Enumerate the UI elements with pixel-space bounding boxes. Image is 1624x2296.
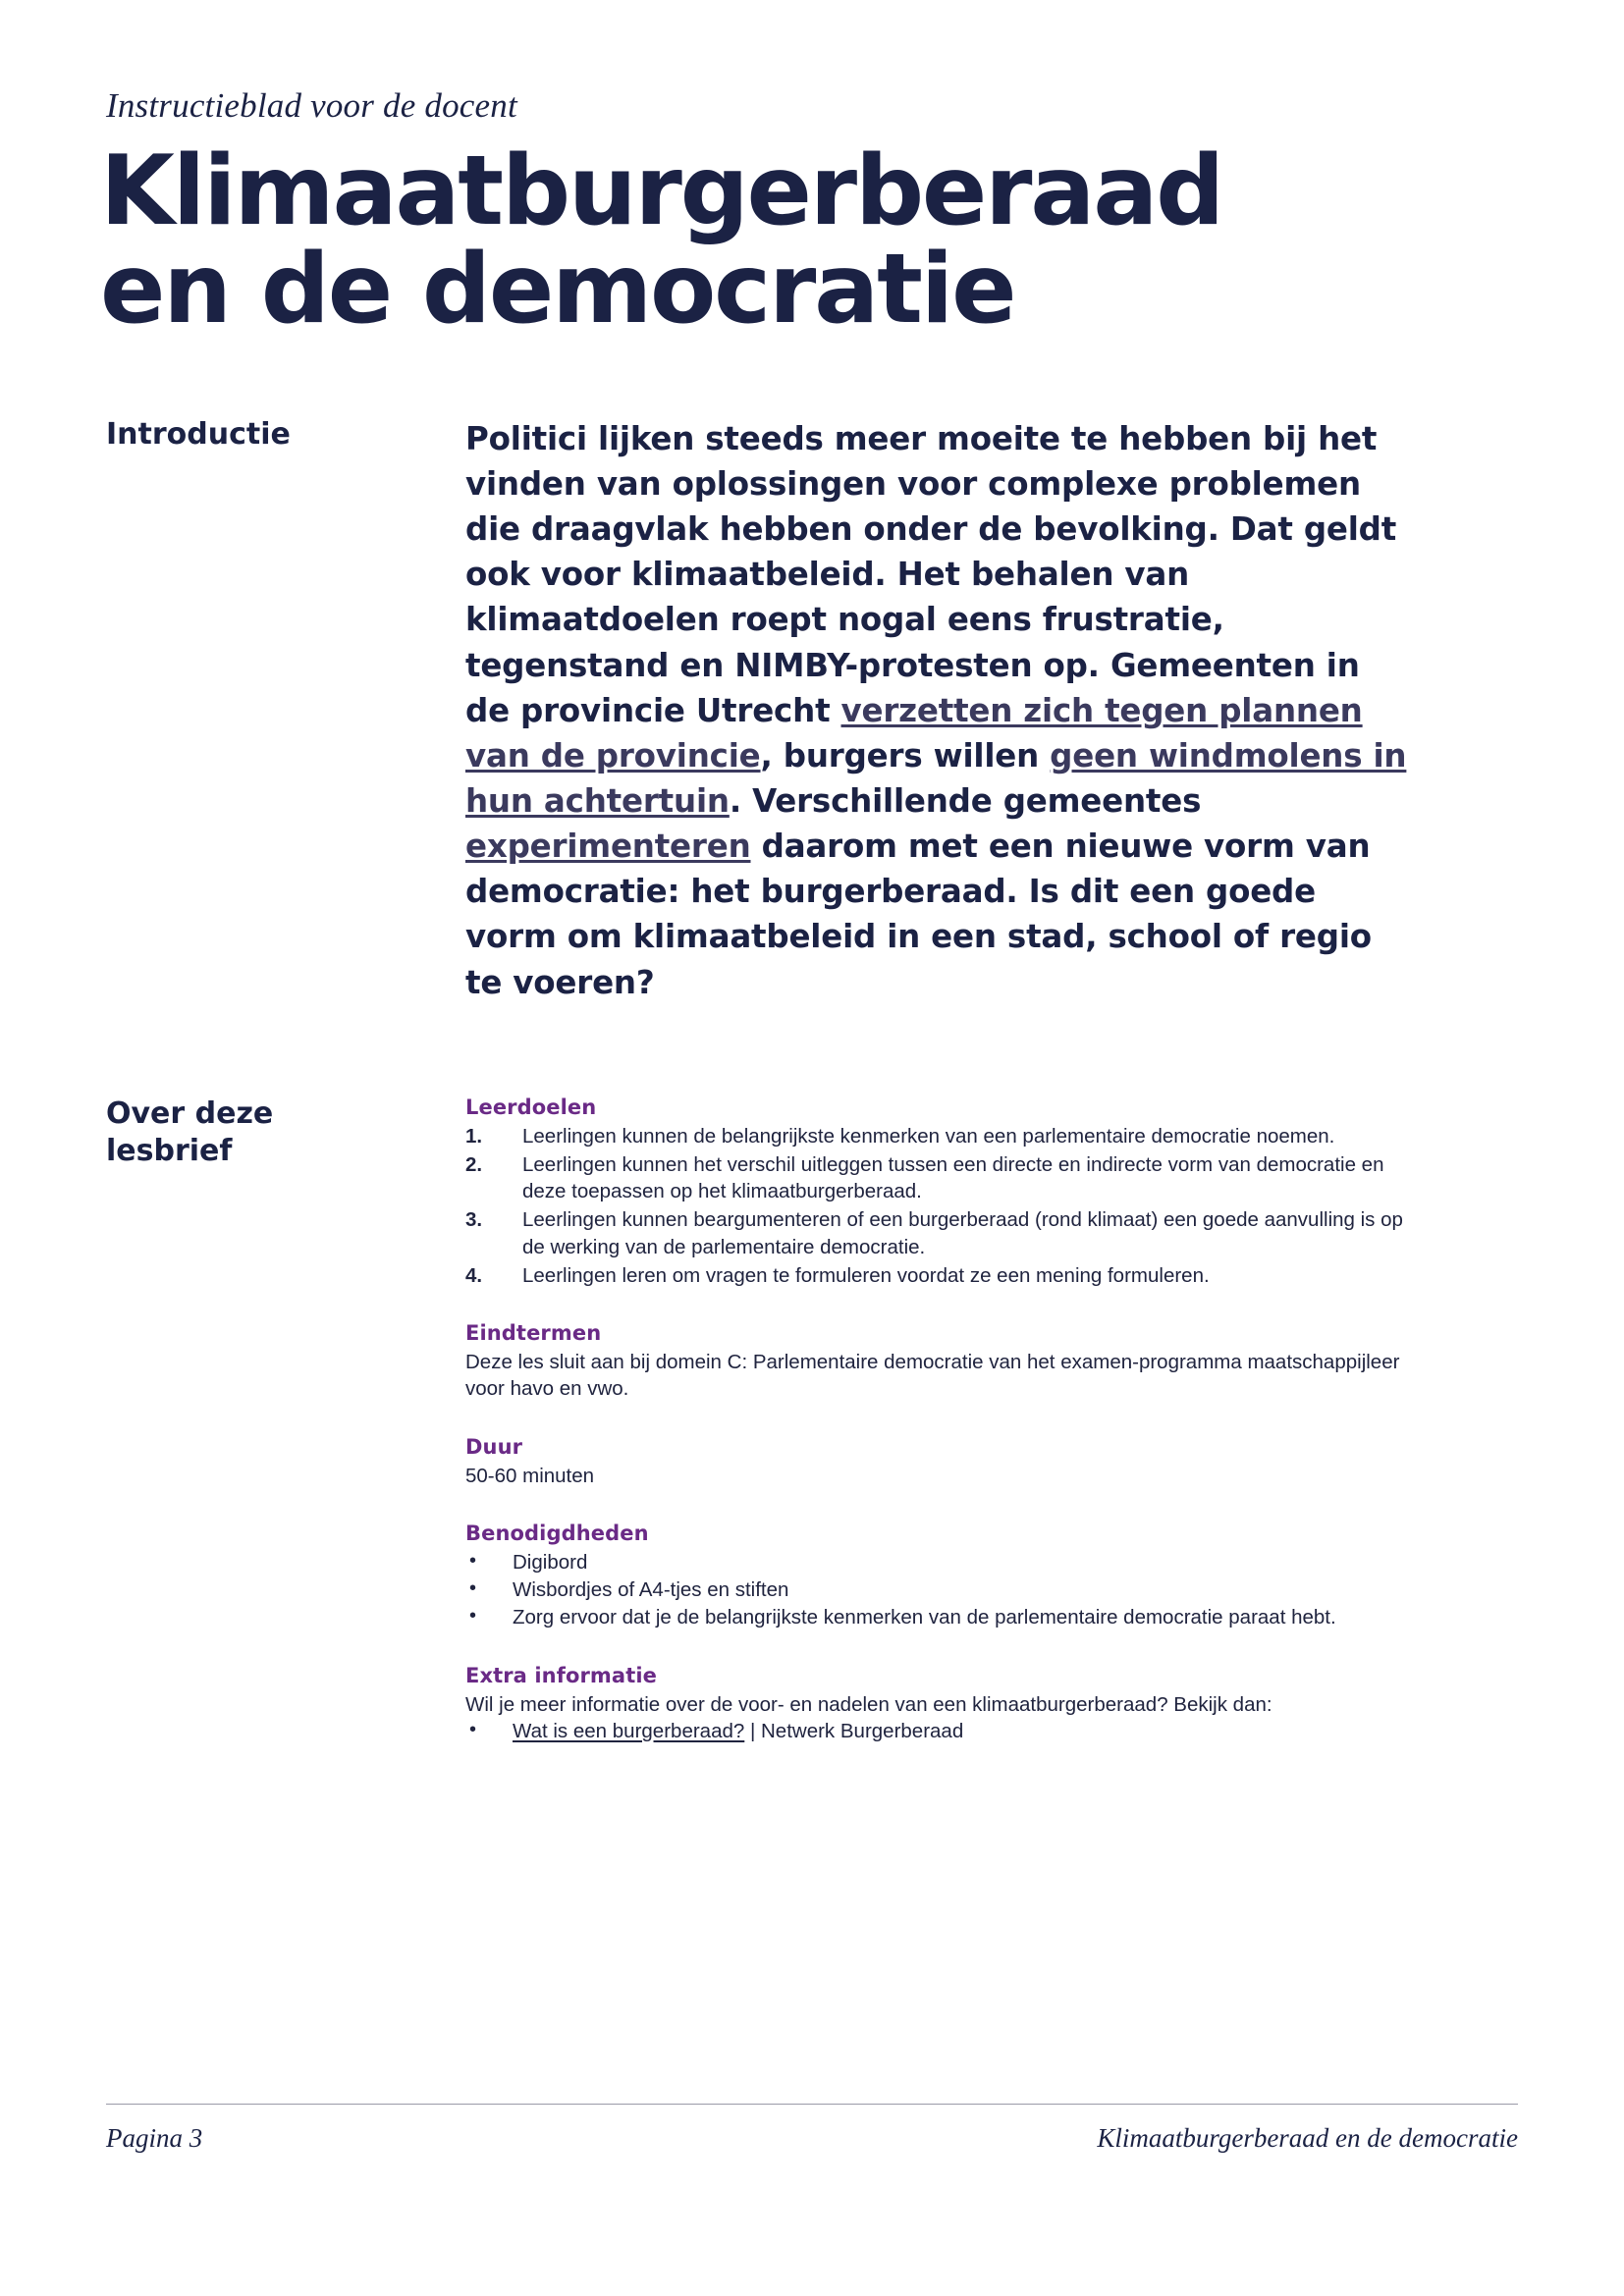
- intro-text-3: . Verschillende gemeentes: [729, 782, 1202, 821]
- section-label-introductie: Introductie: [106, 416, 291, 452]
- intro-text-1: Politici lijken steeds meer moeite te hebben bij het vinden van oplossingen voor complexe problemen die draagvlak hebben onder de bevolking. Dat geldt ook voor klimaatbeleid. Het behalen van klimaatdoelen roept nogal eens frustratie, tegenstand en NIMBY-protesten op. Gemeenten in de provincie Utrecht: [465, 419, 1397, 729]
- intro-paragraph: [465, 416, 1412, 1005]
- list-item: • Digibord: [465, 1549, 1412, 1575]
- link-suffix: | Netwerk Burgerberaad: [744, 1719, 964, 1742]
- list-item-text: Leerlingen kunnen het verschil uitleggen tussen een directe en indirecte vorm van democratie en deze toepassen op het klimaatburgerberaad.: [522, 1152, 1384, 1203]
- page-title: [100, 135, 1412, 346]
- heading-benodigdheden: Benodigdheden: [465, 1521, 649, 1545]
- page-content: [100, 86, 1412, 1745]
- link-wat-is-een-burgerberaad[interactable]: Wat is een burgerberaad?: [513, 1719, 745, 1742]
- text-extra-informatie: Wil je meer informatie over de voor- en nadelen van een klimaatburgerberaad? Bekijk dan:: [465, 1692, 1272, 1716]
- list-extra-links: [465, 1718, 1412, 1744]
- intro-text-2: , burgers willen: [760, 736, 1051, 774]
- heading-eindtermen: Eindtermen: [465, 1321, 602, 1346]
- section-introductie: [106, 416, 1412, 1005]
- heading-extra-informatie: Extra informatie: [465, 1663, 657, 1687]
- section-over-deze-lesbrief: [106, 1095, 1412, 1746]
- list-benodigdheden: [465, 1549, 1412, 1631]
- section-body-over-deze-lesbrief: [465, 1095, 1412, 1746]
- page-footer: [106, 2123, 1518, 2154]
- list-item: [465, 1262, 1412, 1289]
- list-item: [465, 1718, 1412, 1744]
- text-duur: 50-60 minuten: [465, 1464, 595, 1487]
- section-label-line-2: lesbrief: [106, 1134, 233, 1169]
- footer-divider: [106, 2104, 1518, 2105]
- intro-text-4: daarom met een nieuwe vorm van democratie: het burgerberaad. Is dit een goede vorm om klimaatbeleid in een stad, school of regio te voeren?: [465, 828, 1372, 1001]
- list-item-number: 4.: [465, 1263, 483, 1287]
- heading-leerdoelen: Leerdoelen: [465, 1095, 597, 1119]
- list-item-number: 2.: [465, 1152, 483, 1176]
- footer-page-number: Pagina 3: [106, 2123, 203, 2153]
- section-label-over-deze-lesbrief: [106, 1095, 465, 1171]
- intro-link-windmolens[interactable]: geen windmolens in hun achtertuin: [465, 736, 1407, 821]
- list-item: • Wisbordjes of A4-tjes en stiften: [465, 1576, 1412, 1603]
- list-item: [465, 1206, 1412, 1260]
- heading-duur: Duur: [465, 1434, 523, 1459]
- list-item-text: Leerlingen kunnen de belangrijkste kenmerken van een parlementaire democratie noemen.: [522, 1124, 1335, 1148]
- list-item-text: Leerlingen kunnen beargumenteren of een burgerberaad (rond klimaat) een goede aanvulling is op de werking van de parlementaire democratie.: [522, 1208, 1403, 1258]
- intro-link-verzetten[interactable]: verzetten zich tegen plannen van de provincie: [465, 691, 1363, 774]
- section-body-introductie: [465, 416, 1412, 1005]
- page-title-line-1: Klimaatburgerberaad: [100, 135, 1223, 247]
- list-item: [465, 1123, 1412, 1149]
- text-eindtermen: Deze les sluit aan bij domein C: Parlementaire democratie van het examen-programma maatschappijleer voor havo en vwo.: [465, 1351, 1400, 1401]
- page-title-line-2: en de democratie: [100, 233, 1015, 346]
- list-item-number: 3.: [465, 1208, 483, 1232]
- list-item: [465, 1151, 1412, 1205]
- footer-document-title: Klimaatburgerberaad en de democratie: [1097, 2123, 1518, 2153]
- document-kicker: Instructieblad voor de docent: [106, 86, 517, 125]
- list-leerdoelen: [465, 1123, 1412, 1290]
- section-label-line-1: Over deze: [106, 1095, 274, 1131]
- list-item-text: Leerlingen leren om vragen te formuleren voordat ze een mening formuleren.: [522, 1263, 1210, 1287]
- list-item-number: 1.: [465, 1124, 483, 1148]
- intro-link-experimenteren[interactable]: experimenteren: [465, 828, 751, 866]
- list-item: • Zorg ervoor dat je de belangrijkste kenmerken van de parlementaire democratie paraat hebt.: [465, 1604, 1412, 1630]
